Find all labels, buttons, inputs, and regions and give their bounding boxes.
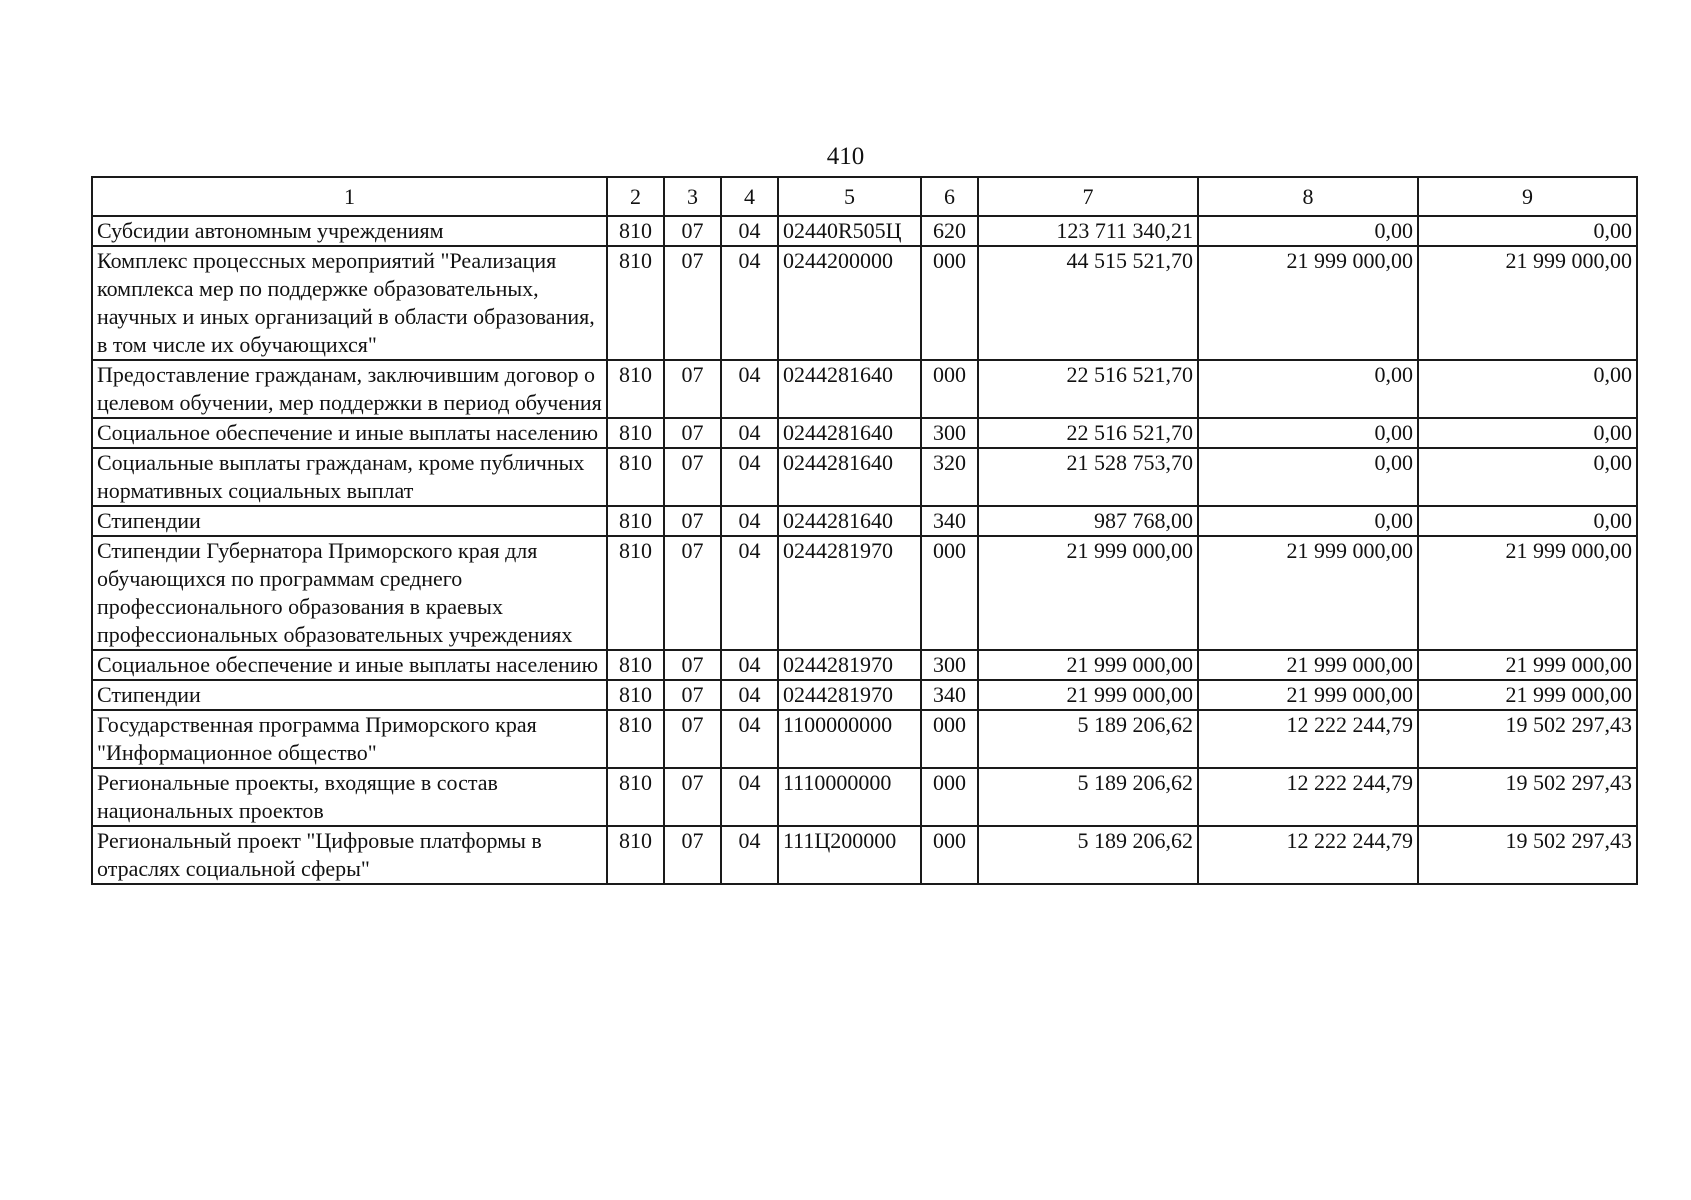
row-col7-cell: 5 189 206,62	[978, 710, 1198, 768]
row-col9-cell: 0,00	[1418, 506, 1637, 536]
row-col2-cell: 810	[607, 506, 664, 536]
table-row	[92, 826, 1637, 884]
row-col2-cell: 810	[607, 826, 664, 884]
table-row	[92, 768, 1637, 826]
row-col4-cell: 04	[721, 448, 778, 506]
row-col3-cell: 07	[664, 506, 721, 536]
row-col5-cell: 0244281970	[778, 650, 921, 680]
row-col2-cell: 810	[607, 216, 664, 246]
row-col6-cell: 340	[921, 680, 978, 710]
row-col8-cell: 21 999 000,00	[1198, 680, 1418, 710]
header-col-6: 6	[921, 177, 978, 216]
row-col8-cell: 21 999 000,00	[1198, 536, 1418, 650]
row-name-cell: Региональный проект "Цифровые платформы в отраслях социальной сферы"	[92, 826, 607, 884]
row-col9-cell: 19 502 297,43	[1418, 710, 1637, 768]
row-col2-cell: 810	[607, 418, 664, 448]
table-row	[92, 710, 1637, 768]
row-col2-cell: 810	[607, 710, 664, 768]
row-col9-cell: 0,00	[1418, 216, 1637, 246]
table-row	[92, 650, 1637, 680]
row-col5-cell: 111Ц200000	[778, 826, 921, 884]
row-col9-cell: 21 999 000,00	[1418, 680, 1637, 710]
row-col6-cell: 000	[921, 768, 978, 826]
row-col3-cell: 07	[664, 826, 721, 884]
row-col8-cell: 12 222 244,79	[1198, 768, 1418, 826]
row-col8-cell: 12 222 244,79	[1198, 710, 1418, 768]
row-col6-cell: 340	[921, 506, 978, 536]
row-col4-cell: 04	[721, 360, 778, 418]
header-col-1: 1	[92, 177, 607, 216]
header-col-5: 5	[778, 177, 921, 216]
row-col4-cell: 04	[721, 826, 778, 884]
row-col4-cell: 04	[721, 418, 778, 448]
row-col7-cell: 44 515 521,70	[978, 246, 1198, 360]
header-col-9: 9	[1418, 177, 1637, 216]
row-col2-cell: 810	[607, 448, 664, 506]
table-row	[92, 506, 1637, 536]
row-col3-cell: 07	[664, 710, 721, 768]
row-col2-cell: 810	[607, 768, 664, 826]
row-col6-cell: 620	[921, 216, 978, 246]
header-col-7: 7	[978, 177, 1198, 216]
row-col3-cell: 07	[664, 650, 721, 680]
page-number: 410	[826, 143, 865, 170]
row-col9-cell: 0,00	[1418, 360, 1637, 418]
row-col9-cell: 19 502 297,43	[1418, 826, 1637, 884]
row-col2-cell: 810	[607, 536, 664, 650]
table-row	[92, 246, 1637, 360]
row-col7-cell: 987 768,00	[978, 506, 1198, 536]
table-row	[92, 536, 1637, 650]
row-col8-cell: 21 999 000,00	[1198, 246, 1418, 360]
row-col7-cell: 22 516 521,70	[978, 418, 1198, 448]
row-col6-cell: 320	[921, 448, 978, 506]
row-col7-cell: 21 999 000,00	[978, 680, 1198, 710]
row-col5-cell: 0244281640	[778, 506, 921, 536]
row-col9-cell: 21 999 000,00	[1418, 246, 1637, 360]
header-col-8: 8	[1198, 177, 1418, 216]
row-col8-cell: 21 999 000,00	[1198, 650, 1418, 680]
row-col3-cell: 07	[664, 360, 721, 418]
row-col9-cell: 21 999 000,00	[1418, 536, 1637, 650]
row-col6-cell: 000	[921, 826, 978, 884]
row-col7-cell: 22 516 521,70	[978, 360, 1198, 418]
header-col-2: 2	[607, 177, 664, 216]
row-col6-cell: 300	[921, 418, 978, 448]
row-name-cell: Стипендии	[92, 680, 607, 710]
row-col7-cell: 5 189 206,62	[978, 768, 1198, 826]
table-row	[92, 418, 1637, 448]
row-col4-cell: 04	[721, 768, 778, 826]
row-col7-cell: 21 999 000,00	[978, 536, 1198, 650]
row-col9-cell: 0,00	[1418, 418, 1637, 448]
row-col5-cell: 0244200000	[778, 246, 921, 360]
table-row	[92, 360, 1637, 418]
row-col5-cell: 0244281970	[778, 536, 921, 650]
table-row	[92, 448, 1637, 506]
row-col2-cell: 810	[607, 680, 664, 710]
row-col8-cell: 0,00	[1198, 360, 1418, 418]
row-col4-cell: 04	[721, 710, 778, 768]
row-col7-cell: 5 189 206,62	[978, 826, 1198, 884]
table-row	[92, 216, 1637, 246]
row-col5-cell: 1100000000	[778, 710, 921, 768]
row-col3-cell: 07	[664, 536, 721, 650]
row-col8-cell: 0,00	[1198, 216, 1418, 246]
row-col5-cell: 0244281640	[778, 360, 921, 418]
row-name-cell: Государственная программа Приморского края "Информационное общество"	[92, 710, 607, 768]
row-col4-cell: 04	[721, 536, 778, 650]
row-col3-cell: 07	[664, 680, 721, 710]
row-col2-cell: 810	[607, 650, 664, 680]
row-col4-cell: 04	[721, 680, 778, 710]
row-col4-cell: 04	[721, 650, 778, 680]
budget-table	[91, 176, 1638, 885]
row-col9-cell: 0,00	[1418, 448, 1637, 506]
header-col-4: 4	[721, 177, 778, 216]
row-name-cell: Стипендии Губернатора Приморского края для обучающихся по программам среднего профессионального образования в краевых профессиональных образовательных учреждениях	[92, 536, 607, 650]
row-col6-cell: 000	[921, 536, 978, 650]
row-col7-cell: 21 999 000,00	[978, 650, 1198, 680]
row-name-cell: Социальное обеспечение и иные выплаты населению	[92, 418, 607, 448]
row-col8-cell: 0,00	[1198, 418, 1418, 448]
row-col3-cell: 07	[664, 216, 721, 246]
row-col9-cell: 19 502 297,43	[1418, 768, 1637, 826]
row-col4-cell: 04	[721, 506, 778, 536]
table-row	[92, 680, 1637, 710]
row-col3-cell: 07	[664, 768, 721, 826]
row-name-cell: Комплекс процессных мероприятий "Реализация комплекса мер по поддержке образовательных, научных и иных организаций в области образования, в том числе их обучающихся"	[92, 246, 607, 360]
row-col5-cell: 02440R505Ц	[778, 216, 921, 246]
row-col7-cell: 123 711 340,21	[978, 216, 1198, 246]
row-col6-cell: 000	[921, 710, 978, 768]
row-col2-cell: 810	[607, 246, 664, 360]
row-col6-cell: 300	[921, 650, 978, 680]
row-col3-cell: 07	[664, 448, 721, 506]
row-col8-cell: 0,00	[1198, 506, 1418, 536]
row-col4-cell: 04	[721, 216, 778, 246]
row-col6-cell: 000	[921, 360, 978, 418]
row-col4-cell: 04	[721, 246, 778, 360]
row-col5-cell: 1110000000	[778, 768, 921, 826]
row-col7-cell: 21 528 753,70	[978, 448, 1198, 506]
row-col3-cell: 07	[664, 246, 721, 360]
row-name-cell: Региональные проекты, входящие в состав национальных проектов	[92, 768, 607, 826]
row-col5-cell: 0244281970	[778, 680, 921, 710]
row-col5-cell: 0244281640	[778, 418, 921, 448]
row-name-cell: Предоставление гражданам, заключившим договор о целевом обучении, мер поддержки в период обучения	[92, 360, 607, 418]
row-name-cell: Субсидии автономным учреждениям	[92, 216, 607, 246]
row-col6-cell: 000	[921, 246, 978, 360]
row-col3-cell: 07	[664, 418, 721, 448]
row-col9-cell: 21 999 000,00	[1418, 650, 1637, 680]
row-col5-cell: 0244281640	[778, 448, 921, 506]
row-name-cell: Социальные выплаты гражданам, кроме публичных нормативных социальных выплат	[92, 448, 607, 506]
row-col8-cell: 12 222 244,79	[1198, 826, 1418, 884]
table-header-row	[92, 177, 1637, 216]
header-col-3: 3	[664, 177, 721, 216]
row-col2-cell: 810	[607, 360, 664, 418]
row-name-cell: Стипендии	[92, 506, 607, 536]
row-name-cell: Социальное обеспечение и иные выплаты населению	[92, 650, 607, 680]
row-col8-cell: 0,00	[1198, 448, 1418, 506]
